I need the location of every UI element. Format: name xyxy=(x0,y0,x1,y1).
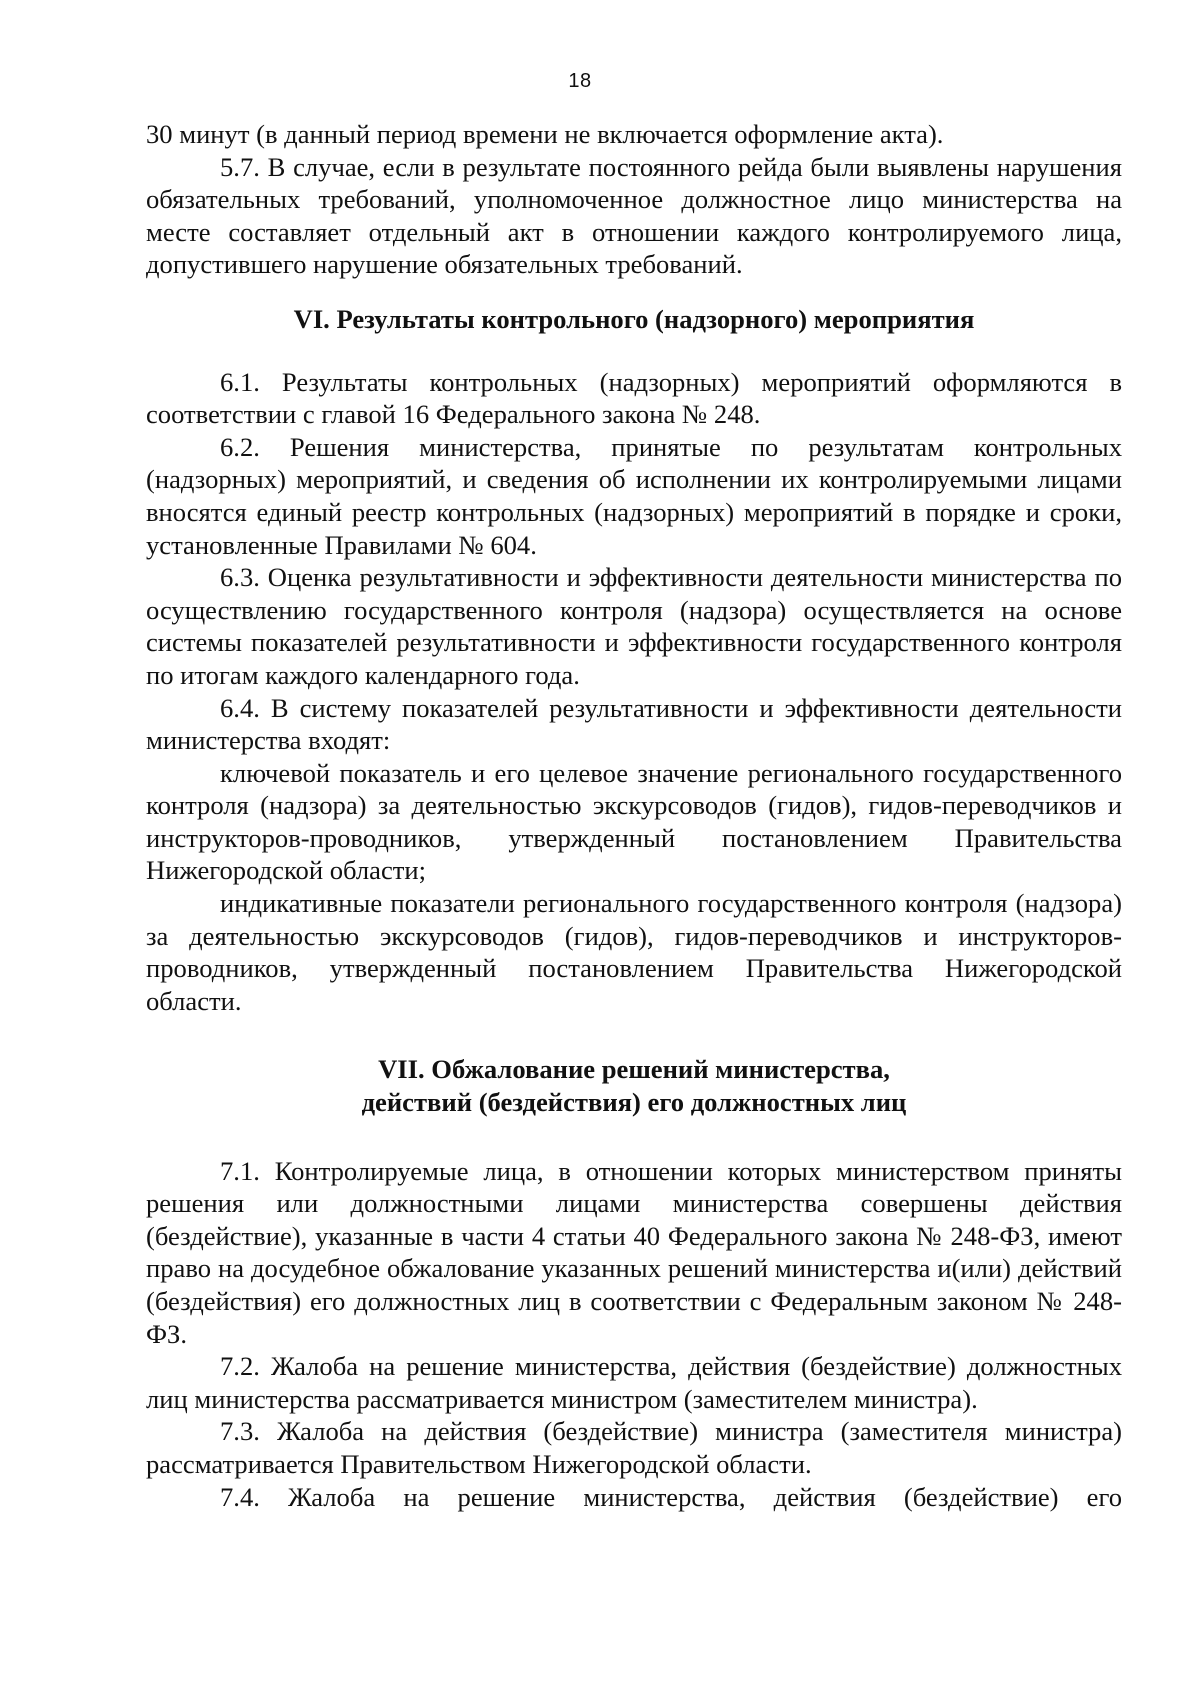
paragraph-6-2: 6.2. Решения министерства, принятые по результатам контрольных (надзорных) мероприятий, и сведения об исполнении их контролируемыми лицами вносятся единый реестр контрольных (надзорных) мероприятий в порядке и сроки, установленные Правилами № 604. xyxy=(146,431,1122,560)
paragraph-key-indicator: ключевой показатель и его целевое значение регионального государственного контроля (надзора) за деятельностью экскурсоводов (гидов), гидов-переводчиков и инструкторов-проводников, утвержденный постановлением Правительства Нижегородской области; xyxy=(146,757,1122,886)
section-7-heading xyxy=(146,1053,1122,1118)
section-7-heading-line-2: действий (бездействия) его должностных лиц xyxy=(361,1087,907,1118)
paragraph-6-3: 6.3. Оценка результативности и эффективности деятельности министерства по осуществлению государственного контроля (надзора) осуществляется на основе системы показателей результативности и эффективности государственного контроля по итогам каждого календарного года. xyxy=(146,562,1122,690)
paragraph-continuation: 30 минут (в данный период времени не включается оформление акта). xyxy=(146,119,944,149)
paragraph-7-1: 7.1. Контролируемые лица, в отношении которых министерством приняты решения или должностными лицами министерства совершены действия (бездействие), указанные в части 4 статьи 40 Федерального закона № 248-ФЗ, имеют право на досудебное обжалование указанных решений министерства и(или) действий (бездействия) его должностных лиц в соответствии с Федеральным законом № 248-ФЗ. xyxy=(146,1155,1122,1349)
paragraph-6-4: 6.4. В систему показателей результативности и эффективности деятельности министерства входят: xyxy=(146,692,1122,756)
paragraph-6-1: 6.1. Результаты контрольных (надзорных) мероприятий оформляются в соответствии с главой 16 Федерального закона № 248. xyxy=(146,366,1122,430)
paragraph-indicative-indicators: индикативные показатели регионального государственного контроля (надзора) за деятельностью экскурсоводов (гидов), гидов-переводчиков и инструкторов-проводников, утвержденный постановлением Правительства Нижегородской области. xyxy=(146,888,1122,1016)
section-7-heading-line-1: VII. Обжалование решений министерства, xyxy=(378,1054,890,1085)
paragraph-7-4: 7.4. Жалоба на решение министерства, действия (бездействие) его xyxy=(220,1481,1122,1512)
document-body xyxy=(146,118,1122,1513)
paragraph-7-2: 7.2. Жалоба на решение министерства, действия (бездействие) должностных лиц министерства рассматривается министром (заместителем министра). xyxy=(146,1351,1122,1414)
section-6-heading: VI. Результаты контрольного (надзорного) мероприятия xyxy=(293,303,975,334)
paragraph-7-3: 7.3. Жалоба на действия (бездействие) министра (заместителя министра) рассматривается Правительством Нижегородской области. xyxy=(146,1416,1122,1479)
paragraph-5-7: 5.7. В случае, если в результате постоянного рейда были выявлены нарушения обязательных требований, уполномоченное должностное лицо министерства на месте составляет отдельный акт в отношении каждого контролируемого лица, допустившего нарушение обязательных требований. xyxy=(146,151,1122,280)
page-number: 18 xyxy=(568,70,592,92)
